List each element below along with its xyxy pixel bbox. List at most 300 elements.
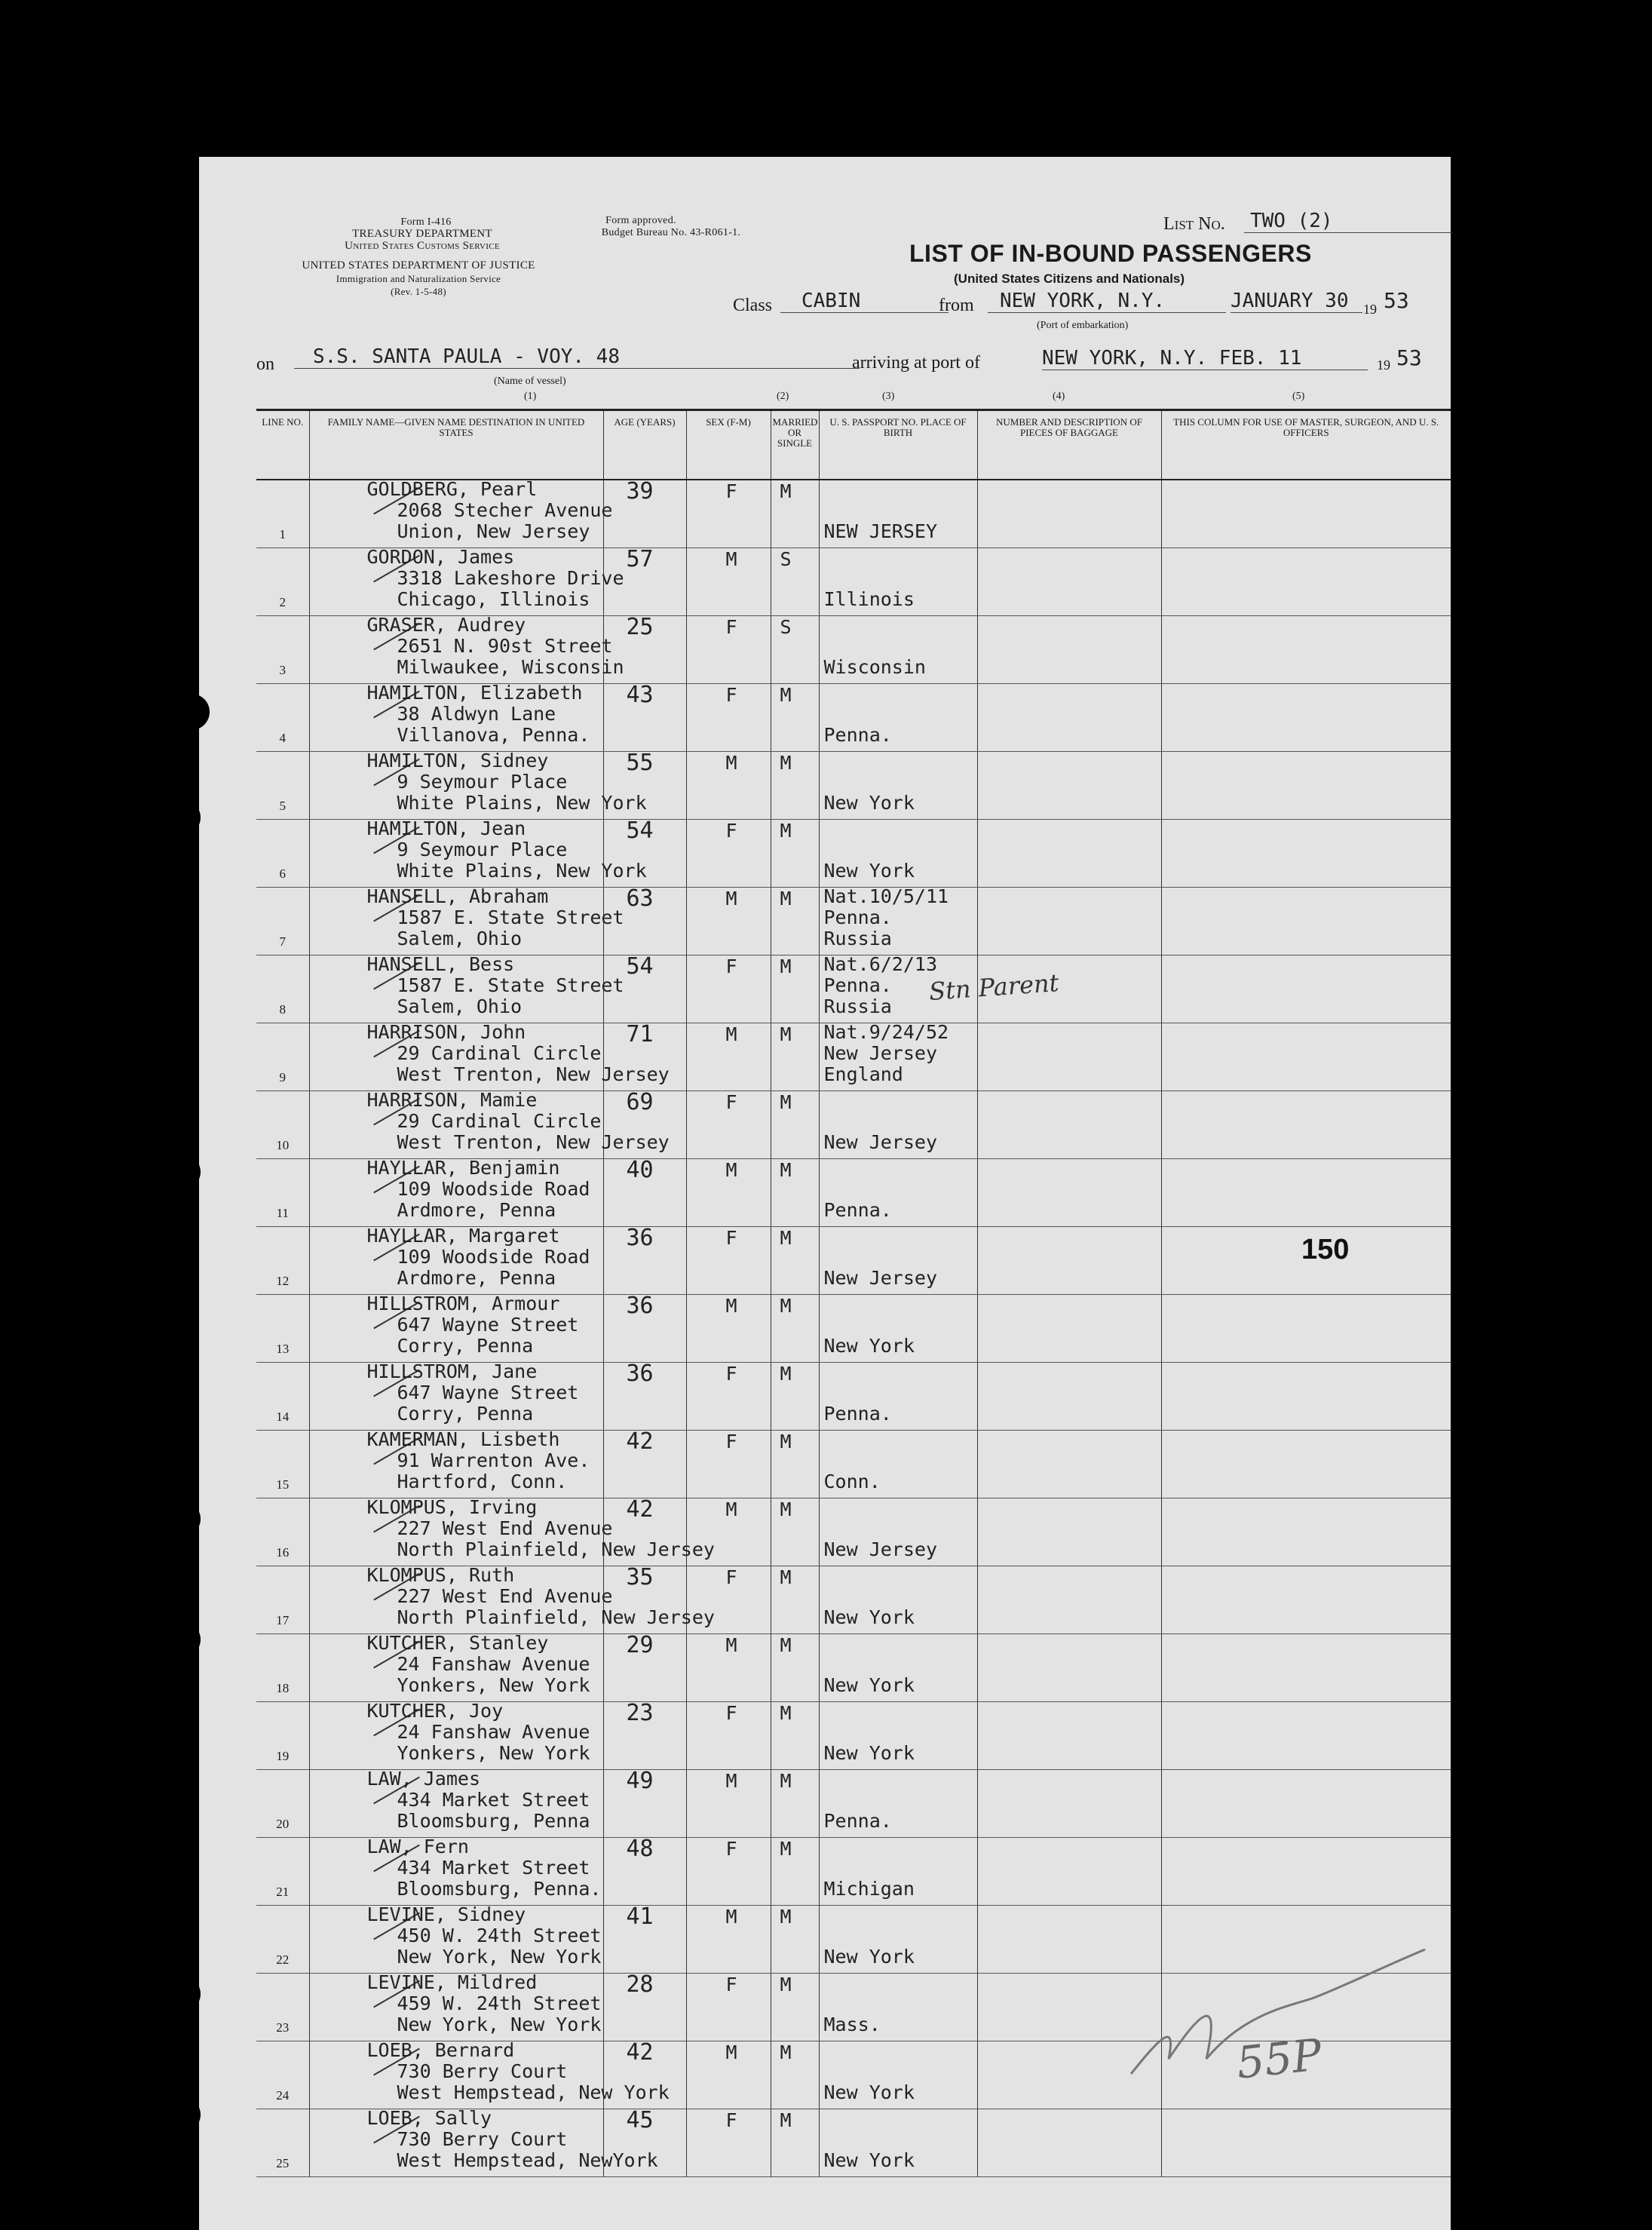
address-street: 450 W. 24th Street (397, 1925, 602, 1946)
passenger-name: LEVINE, Mildred (366, 1971, 538, 1993)
passenger-age: 69 (626, 1089, 654, 1115)
line-cell (256, 684, 309, 752)
revision-date: (Rev. 1-5-48) (391, 286, 446, 297)
passenger-age: 45 (626, 2107, 654, 2133)
address-city: West Hempstead, NewYork (397, 2149, 658, 2171)
line-number: 3 (279, 663, 286, 677)
line-number: 9 (279, 1070, 286, 1084)
page-subtitle: (United States Citizens and Nationals) (954, 271, 1185, 286)
marital-cell (771, 548, 819, 616)
passenger-sex: F (725, 2109, 737, 2131)
embark-year: 53 (1384, 288, 1409, 313)
name-cell (309, 546, 624, 616)
sex-cell (686, 1566, 771, 1634)
name-cell (309, 1903, 603, 1974)
binder-hole (164, 2097, 201, 2133)
address-city: Bloomsburg, Penna (397, 1810, 590, 1832)
marital-status: S (780, 616, 792, 638)
address-city: Corry, Penna (397, 1335, 534, 1357)
line-number: 4 (279, 731, 286, 745)
officer-cell (1161, 616, 1451, 684)
passenger-name: LOEB, Sally (366, 2107, 492, 2129)
binder-hole (161, 219, 188, 246)
sex-cell (686, 1838, 771, 1906)
baggage-cell (977, 1498, 1161, 1566)
passenger-sex: F (725, 684, 737, 706)
passenger-age: 57 (626, 546, 654, 572)
age-cell (603, 1295, 686, 1363)
passenger-name: LOEB, Bernard (366, 2039, 515, 2061)
arrival-year-prefix: 19 (1377, 357, 1390, 373)
birth-state: New Jersey (823, 1042, 938, 1064)
passenger-sex: M (725, 1159, 737, 1181)
passport-cell (819, 2109, 977, 2177)
baggage-cell (977, 888, 1161, 955)
class-value: CABIN (780, 290, 949, 313)
address-city: Yonkers, New York (397, 1674, 590, 1696)
name-cell (309, 1295, 603, 1363)
place-of-birth: Illinois (823, 588, 915, 610)
passenger-name: GRASER, Audrey (366, 614, 526, 636)
passport-cell (819, 820, 977, 888)
birth-state: Penna. (823, 974, 892, 996)
passenger-name: LAW, Fern (366, 1836, 469, 1857)
passenger-age: 54 (626, 953, 654, 980)
binder-hole (161, 358, 188, 385)
place-of-birth: New York (823, 1946, 915, 1968)
passenger-sex: F (725, 820, 737, 842)
passport-cell (819, 1295, 977, 1363)
line-cell (256, 1566, 309, 1634)
age-cell (603, 480, 686, 548)
on-label: on (256, 354, 274, 374)
address-street: 24 Fanshaw Avenue (397, 1721, 590, 1743)
table-row (256, 1770, 1451, 1838)
baggage-cell (977, 820, 1161, 888)
address-city: Ardmore, Penna (397, 1267, 556, 1289)
age-cell (603, 2041, 686, 2109)
address-city: Milwaukee, Wisconsin (397, 656, 624, 678)
name-cell (309, 478, 613, 548)
table-row (256, 548, 1451, 616)
age-cell (603, 1838, 686, 1906)
address-street: 730 Berry Court (397, 2128, 568, 2150)
address-street: 9 Seymour Place (397, 771, 568, 793)
col-header-officers: THIS COLUMN FOR USE OF MASTER, SURGEON, AND U. S. OFFICERS (1161, 410, 1451, 480)
place-of-birth: New York (823, 1335, 915, 1357)
vessel-name: S.S. SANTA PAULA - VOY. 48 (294, 345, 860, 369)
table-row (256, 1363, 1451, 1431)
marital-cell (771, 2041, 819, 2109)
place-of-birth: New Jersey (823, 1267, 938, 1289)
table-row (256, 1431, 1451, 1498)
marital-status: M (780, 2109, 792, 2131)
age-cell (603, 548, 686, 616)
from-value: NEW YORK, N.Y. (988, 290, 1226, 313)
officer-cell (1161, 1431, 1451, 1498)
passport-cell (819, 2041, 977, 2109)
baggage-cell (977, 548, 1161, 616)
marital-status: M (780, 2041, 792, 2063)
name-cell (309, 1428, 603, 1498)
address-street: 459 W. 24th Street (397, 1992, 602, 2014)
address-street: 434 Market Street (397, 1789, 590, 1811)
passport-cell (819, 1091, 977, 1159)
baggage-cell (977, 1363, 1161, 1431)
marital-status: M (780, 955, 792, 977)
passport-cell (819, 1974, 977, 2041)
passenger-name: KUTCHER, Joy (366, 1700, 504, 1722)
line-cell (256, 1702, 309, 1770)
marital-status: M (780, 1159, 792, 1181)
line-cell (256, 1431, 309, 1498)
baggage-cell (977, 1295, 1161, 1363)
passport-cell (819, 1702, 977, 1770)
passenger-name: HAYLLAR, Margaret (366, 1225, 560, 1247)
age-cell (603, 1702, 686, 1770)
passport-cell (819, 1227, 977, 1295)
marital-status: M (780, 1295, 792, 1317)
officer-cell (1161, 1363, 1451, 1431)
address-city: White Plains, New York (397, 792, 647, 814)
sex-cell (686, 1091, 771, 1159)
sex-cell (686, 1159, 771, 1227)
passenger-age: 39 (626, 478, 654, 505)
sex-cell (686, 1363, 771, 1431)
table-row (256, 1159, 1451, 1227)
marital-cell (771, 616, 819, 684)
baggage-cell (977, 1702, 1161, 1770)
place-of-birth: New York (823, 792, 915, 814)
name-cell (309, 1227, 603, 1295)
passport-cell (819, 1431, 977, 1498)
place-of-birth: NEW JERSEY (823, 520, 938, 542)
age-cell (603, 1903, 686, 1974)
passenger-sex: F (725, 1227, 737, 1249)
line-cell (256, 1091, 309, 1159)
address-street: 227 West End Avenue (397, 1585, 613, 1607)
line-number: 14 (276, 1409, 290, 1424)
table-row (256, 1634, 1451, 1702)
age-cell (603, 1634, 686, 1702)
address-city: New York, New York (397, 1946, 602, 1968)
list-no-label: List No. (1163, 214, 1225, 234)
place-of-birth: Russia (823, 928, 892, 949)
place-of-birth: Penna. (823, 1810, 892, 1832)
passport-cell (819, 1023, 977, 1091)
address-street: 91 Warrenton Ave. (397, 1449, 590, 1471)
line-cell (256, 1023, 309, 1091)
passport-cell (819, 1906, 977, 1974)
age-cell (603, 885, 686, 955)
table-row (256, 888, 1451, 955)
passenger-name: HILLSTROM, Armour (366, 1293, 560, 1314)
baggage-cell (977, 1770, 1161, 1838)
officer-cell (1161, 1295, 1451, 1363)
ins-service: Immigration and Naturalization Service (336, 273, 501, 284)
address-city: New York, New York (397, 2014, 602, 2035)
line-number: 20 (276, 1817, 290, 1831)
line-number: 24 (276, 2088, 290, 2103)
passenger-name: HAMILTON, Elizabeth (366, 682, 583, 704)
marital-cell (771, 888, 819, 955)
officer-cell (1161, 888, 1451, 955)
marital-cell (771, 2109, 819, 2177)
passenger-sex: F (725, 1431, 737, 1452)
passenger-age: 36 (626, 1360, 654, 1387)
passport-cell (819, 1566, 977, 1634)
line-number: 22 (276, 1952, 290, 1967)
address-street: 9 Seymour Place (397, 839, 568, 860)
name-cell (309, 1702, 603, 1770)
passenger-age: 29 (626, 1632, 654, 1658)
col-header-married: MARRIED OR SINGLE (771, 410, 819, 480)
passenger-age: 48 (626, 1836, 654, 1862)
address-city: North Plainfield, New Jersey (397, 1606, 715, 1628)
col-header-baggage: NUMBER AND DESCRIPTION OF PIECES OF BAGGAGE (977, 410, 1161, 480)
table-row (256, 1498, 1451, 1566)
place-of-birth: Wisconsin (823, 656, 926, 678)
table-row (256, 480, 1451, 548)
marital-status: M (780, 1091, 792, 1113)
passenger-name: HAYLLAR, Benjamin (366, 1157, 560, 1179)
address-city: West Trenton, New Jersey (397, 1063, 670, 1085)
marital-cell (771, 1770, 819, 1838)
address-street: 647 Wayne Street (397, 1314, 579, 1336)
table-row (256, 1838, 1451, 1906)
marital-cell (771, 480, 819, 548)
address-street: 2068 Stecher Avenue (397, 499, 613, 521)
passenger-sex: M (725, 1906, 737, 1928)
age-cell (603, 1770, 686, 1838)
passenger-sex: F (725, 1363, 737, 1385)
line-number: 11 (276, 1206, 289, 1220)
marital-status: M (780, 888, 792, 909)
marital-cell (771, 1906, 819, 1974)
sex-cell (686, 955, 771, 1023)
place-of-birth: England (823, 1063, 903, 1085)
sex-cell (686, 1974, 771, 2041)
form-number: Form I-416 (400, 216, 452, 228)
col-header-passport: U. S. PASSPORT NO. PLACE OF BIRTH (819, 410, 977, 480)
officer-cell (1161, 548, 1451, 616)
officer-cell (1161, 2109, 1451, 2177)
line-number: 7 (279, 934, 286, 949)
passport-cell (819, 1159, 977, 1227)
age-cell (603, 1566, 686, 1634)
passenger-name: KLOMPUS, Irving (366, 1496, 538, 1518)
age-cell (603, 955, 686, 1023)
passenger-name: GORDON, James (366, 546, 515, 568)
passenger-age: 36 (626, 1225, 654, 1251)
baggage-cell (977, 1159, 1161, 1227)
marital-status: M (780, 1770, 792, 1792)
name-cell (309, 1360, 603, 1431)
address-street: 109 Woodside Road (397, 1246, 590, 1268)
passenger-name: HILLSTROM, Jane (366, 1360, 538, 1382)
marital-status: M (780, 480, 792, 502)
place-of-birth: New Jersey (823, 1131, 938, 1153)
age-cell (603, 752, 686, 820)
baggage-cell (977, 2109, 1161, 2177)
naturalization: Nat.6/2/13 (823, 953, 938, 975)
marital-cell (771, 1091, 819, 1159)
officer-cell (1161, 1634, 1451, 1702)
officer-cell (1161, 752, 1451, 820)
marital-status: M (780, 1498, 792, 1520)
passenger-age: 42 (626, 1496, 654, 1523)
marital-status: M (780, 1227, 792, 1249)
naturalization: Nat.9/24/52 (823, 1021, 949, 1043)
place-of-birth: Russia (823, 995, 892, 1017)
line-cell (256, 1498, 309, 1566)
sex-cell (686, 1431, 771, 1498)
col-header-sex: SEX (F-M) (686, 410, 771, 480)
address-city: West Hempstead, New York (397, 2081, 670, 2103)
address-city: Corry, Penna (397, 1403, 534, 1425)
place-of-birth: Conn. (823, 1471, 881, 1492)
passport-cell (819, 684, 977, 752)
address-city: Hartford, Conn. (397, 1471, 568, 1492)
address-street: 38 Aldwyn Lane (397, 703, 556, 725)
line-number: 13 (276, 1342, 290, 1356)
officer-cell (1161, 820, 1451, 888)
line-cell (256, 548, 309, 616)
address-street: 730 Berry Court (397, 2060, 568, 2082)
line-number: 12 (276, 1274, 290, 1288)
marital-status: M (780, 1023, 792, 1045)
sex-cell (686, 684, 771, 752)
line-cell (256, 820, 309, 888)
baggage-cell (977, 684, 1161, 752)
marital-cell (771, 820, 819, 888)
age-cell (603, 616, 686, 684)
passenger-name: HARRISON, John (366, 1021, 526, 1043)
marital-cell (771, 752, 819, 820)
passport-cell (819, 752, 977, 820)
marital-cell (771, 1431, 819, 1498)
address-street: 24 Fanshaw Avenue (397, 1653, 590, 1675)
line-cell (256, 1363, 309, 1431)
passenger-sex: M (725, 2041, 737, 2063)
line-cell (256, 1974, 309, 2041)
passenger-sex: M (725, 1498, 737, 1520)
passenger-age: 36 (626, 1293, 654, 1319)
table-row (256, 1227, 1451, 1295)
line-number: 16 (276, 1545, 290, 1560)
age-cell (603, 1227, 686, 1295)
passenger-age: 71 (626, 1021, 654, 1048)
binder-hole (173, 694, 210, 730)
marital-status: M (780, 1634, 792, 1656)
sex-cell (686, 752, 771, 820)
table-row (256, 2109, 1451, 2177)
class-label: Class (733, 296, 773, 315)
passenger-sex: F (725, 1838, 737, 1860)
passenger-sex: F (725, 1091, 737, 1113)
sex-cell (686, 1498, 771, 1566)
passenger-age: 23 (626, 1700, 654, 1726)
address-street: 3318 Lakeshore Drive (397, 567, 624, 589)
sex-cell (686, 2109, 771, 2177)
passport-cell (819, 1838, 977, 1906)
sex-cell (686, 1634, 771, 1702)
officer-cell (1161, 1159, 1451, 1227)
line-cell (256, 1770, 309, 1838)
passenger-sex: M (725, 1023, 737, 1045)
marital-cell (771, 1702, 819, 1770)
marital-cell (771, 1295, 819, 1363)
table-row (256, 752, 1451, 820)
budget-bureau: Budget Bureau No. 43-R061-1. (601, 227, 741, 238)
passenger-sex: F (725, 1974, 737, 1995)
marital-cell (771, 1498, 819, 1566)
table-row (256, 820, 1451, 888)
address-street: 109 Woodside Road (397, 1178, 590, 1200)
customs-service: United States Customs Service (345, 240, 500, 252)
place-of-birth: Penna. (823, 1403, 892, 1425)
name-cell (309, 1971, 603, 2041)
passenger-age: 42 (626, 2039, 654, 2066)
list-no-value: TWO (2) (1244, 210, 1452, 233)
binder-hole (164, 799, 201, 836)
passenger-sex: M (725, 1634, 737, 1656)
passenger-sex: M (725, 1295, 737, 1317)
passenger-name: HANSELL, Bess (366, 953, 515, 975)
col-header-name: FAMILY NAME—GIVEN NAME DESTINATION IN UNITED STATES (309, 410, 603, 480)
passport-cell (819, 1498, 977, 1566)
age-cell (603, 1360, 686, 1431)
passenger-name: KAMERMAN, Lisbeth (366, 1428, 560, 1450)
address-city: Bloomsburg, Penna. (397, 1878, 602, 1900)
passenger-name: LAW, James (366, 1768, 481, 1790)
marital-cell (771, 1023, 819, 1091)
place-of-birth: New York (823, 860, 915, 882)
line-number: 21 (276, 1885, 290, 1899)
age-cell (603, 1091, 686, 1159)
sex-cell (686, 820, 771, 888)
marital-status: S (780, 548, 792, 570)
officer-cell (1161, 1023, 1451, 1091)
line-cell (256, 2041, 309, 2109)
address-city: Villanova, Penna. (397, 724, 590, 746)
line-number: 6 (279, 867, 286, 881)
passenger-sex: M (725, 548, 737, 570)
marital-status: M (780, 820, 792, 842)
baggage-cell (977, 1634, 1161, 1702)
address-city: North Plainfield, New Jersey (397, 1538, 715, 1560)
line-number: 19 (276, 1749, 290, 1763)
passenger-sex: F (725, 955, 737, 977)
age-cell (603, 2109, 686, 2177)
sex-cell (686, 616, 771, 684)
sex-cell (686, 1906, 771, 1974)
table-row (256, 1702, 1451, 1770)
table-row (256, 1091, 1451, 1159)
passenger-age: 28 (626, 1971, 654, 1998)
line-cell (256, 1159, 309, 1227)
passenger-name: KLOMPUS, Ruth (366, 1564, 515, 1586)
officer-cell (1161, 480, 1451, 548)
line-cell (256, 1838, 309, 1906)
age-cell (603, 1428, 686, 1498)
passenger-age: 25 (626, 614, 654, 640)
passenger-age: 42 (626, 1428, 654, 1455)
address-city: Salem, Ohio (397, 928, 523, 949)
signature-scribble (1116, 1946, 1433, 2097)
officer-cell (1161, 1838, 1451, 1906)
sex-cell (686, 480, 771, 548)
